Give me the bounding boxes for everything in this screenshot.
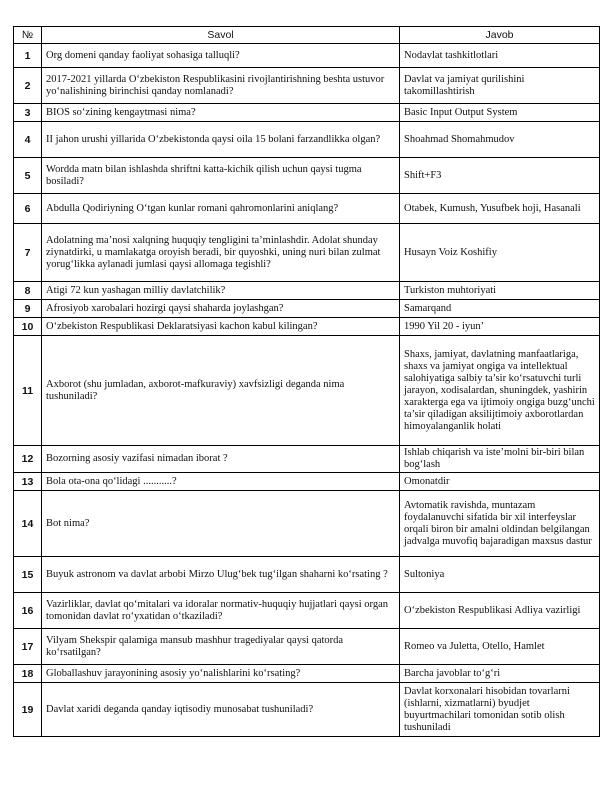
answer-cell: Otabek, Kumush, Yusufbek hoji, Hasanali xyxy=(400,194,600,224)
table-row xyxy=(14,593,600,629)
answer-cell: Shaxs, jamiyat, davlatning manfaatlariga, shaxs va jamiyat ongiga va intellektual salohiyatiga salbiy ta’sir ko‘rsatuvchi turli jarayon, xodisalardan, shuningdek, yashirin xarakterga ega va ijtimoiy ongiga buzg‘unchi ta’sir qiladigan aksilijtimoiy axborotlardan himoyalanganlik holati xyxy=(400,336,600,446)
question-cell: Axborot (shu jumladan, axborot-mafkuraviy) xavfsizligi deganda nima tushuniladi? xyxy=(42,336,400,446)
answer-cell: Davlat va jamiyat qurilishini takomillashtirish xyxy=(400,68,600,104)
question-cell: Bola ota-ona qo‘lidagi ...........? xyxy=(42,473,400,491)
row-number: 4 xyxy=(14,122,42,158)
table-row xyxy=(14,683,600,737)
table-row xyxy=(14,44,600,68)
answer-cell: Basic Input Output System xyxy=(400,104,600,122)
answer-cell: Romeo va Juletta, Otello, Hamlet xyxy=(400,629,600,665)
table-row xyxy=(14,491,600,557)
table-row xyxy=(14,473,600,491)
answer-cell: 1990 Yil 20 - iyun’ xyxy=(400,318,600,336)
row-number: 13 xyxy=(14,473,42,491)
question-cell: Adolatning ma’nosi xalqning huquqiy tengligini ta’minlashdir. Adolat shunday ziynatdirki, u mamlakatga oroyish beradi, bir quyoshki, uning nuri bilan zulmat yorug‘likka aylanadi jumlasi qaysi allomaga tegishli? xyxy=(42,224,400,282)
row-number: 8 xyxy=(14,282,42,300)
answer-cell: Husayn Voiz Koshifiy xyxy=(400,224,600,282)
row-number: 15 xyxy=(14,557,42,593)
row-number: 5 xyxy=(14,158,42,194)
table-row xyxy=(14,336,600,446)
row-number: 18 xyxy=(14,665,42,683)
question-cell: Wordda matn bilan ishlashda shriftni katta-kichik qilish uchun qaysi tugma bosiladi? xyxy=(42,158,400,194)
answer-cell: Shoahmad Shomahmudov xyxy=(400,122,600,158)
table-row xyxy=(14,282,600,300)
answer-cell: Avtomatik ravishda, muntazam foydalanuvchi sifatida bir xil interfeyslar orqali biron bir amalni oldindan belgilangan jadvalga muvofiq bajaradigan maxsus dastur xyxy=(400,491,600,557)
question-cell: Globallashuv jarayonining asosiy yo‘nalishlarini ko‘rsating? xyxy=(42,665,400,683)
table-row xyxy=(14,446,600,473)
question-cell: Bozorning asosiy vazifasi nimadan iborat ? xyxy=(42,446,400,473)
table-row xyxy=(14,68,600,104)
table-row xyxy=(14,665,600,683)
row-number: 17 xyxy=(14,629,42,665)
question-cell: Buyuk astronom va davlat arbobi Mirzo Ulug‘bek tug‘ilgan shaharni ko‘rsating ? xyxy=(42,557,400,593)
question-cell: 2017-2021 yillarda O‘zbekiston Respublikasini rivojlantirishning beshta ustuvor yo‘nalishining birinchisi qanday nomlanadi? xyxy=(42,68,400,104)
table-row xyxy=(14,122,600,158)
row-number: 10 xyxy=(14,318,42,336)
row-number: 14 xyxy=(14,491,42,557)
row-number: 12 xyxy=(14,446,42,473)
table-row xyxy=(14,318,600,336)
answer-cell: Barcha javoblar to‘g‘ri xyxy=(400,665,600,683)
row-number: 3 xyxy=(14,104,42,122)
answer-cell: Omonatdir xyxy=(400,473,600,491)
answer-cell: Nodavlat tashkitlotlari xyxy=(400,44,600,68)
question-cell: BIOS so‘zining kengaytmasi nima? xyxy=(42,104,400,122)
answer-cell: Sultoniya xyxy=(400,557,600,593)
question-cell: Bot nima? xyxy=(42,491,400,557)
question-cell: Atigi 72 kun yashagan milliy davlatchilik? xyxy=(42,282,400,300)
table-row xyxy=(14,224,600,282)
table-body xyxy=(14,44,600,737)
header-question: Savol xyxy=(42,27,400,44)
table-row xyxy=(14,104,600,122)
table-row xyxy=(14,629,600,665)
row-number: 2 xyxy=(14,68,42,104)
row-number: 1 xyxy=(14,44,42,68)
header-row xyxy=(14,27,600,44)
row-number: 6 xyxy=(14,194,42,224)
qa-table xyxy=(13,26,600,737)
question-cell: Abdulla Qodiriyning O‘tgan kunlar romani qahromonlarini aniqlang? xyxy=(42,194,400,224)
answer-cell: Shift+F3 xyxy=(400,158,600,194)
answer-cell: Davlat korxonalari hisobidan tovarlarni (ishlarni, xizmatlarni) byudjet buyurtmachilari tomonidan sotib olish tushuniladi xyxy=(400,683,600,737)
question-cell: Org domeni qanday faoliyat sohasiga talluqli? xyxy=(42,44,400,68)
table-row xyxy=(14,158,600,194)
answer-cell: Ishlab chiqarish va iste’molni bir-biri bilan bog‘lash xyxy=(400,446,600,473)
header-number: № xyxy=(14,27,42,44)
row-number: 11 xyxy=(14,336,42,446)
row-number: 16 xyxy=(14,593,42,629)
answer-cell: Turkiston muhtoriyati xyxy=(400,282,600,300)
row-number: 19 xyxy=(14,683,42,737)
question-cell: Vazirliklar, davlat qo‘mitalari va idoralar normativ-huquqiy hujjatlari qaysi organ tomonidan davlat ro‘yxatidan o‘tkaziladi? xyxy=(42,593,400,629)
question-cell: Vilyam Shekspir qalamiga mansub mashhur tragediyalar qaysi qatorda ko‘rsatilgan? xyxy=(42,629,400,665)
row-number: 9 xyxy=(14,300,42,318)
question-cell: II jahon urushi yillarida O‘zbekistonda qaysi oila 15 bolani farzandlikka olgan? xyxy=(42,122,400,158)
answer-cell: Samarqand xyxy=(400,300,600,318)
table-row xyxy=(14,557,600,593)
answer-cell: O‘zbekiston Respublikasi Adliya vazirligi xyxy=(400,593,600,629)
table-row xyxy=(14,300,600,318)
row-number: 7 xyxy=(14,224,42,282)
question-cell: Davlat xaridi deganda qanday iqtisodiy munosabat tushuniladi? xyxy=(42,683,400,737)
question-cell: O‘zbekiston Respublikasi Deklaratsiyasi kachon kabul kilingan? xyxy=(42,318,400,336)
header-answer: Javob xyxy=(400,27,600,44)
question-cell: Afrosiyob xarobalari hozirgi qaysi shaharda joylashgan? xyxy=(42,300,400,318)
table-row xyxy=(14,194,600,224)
